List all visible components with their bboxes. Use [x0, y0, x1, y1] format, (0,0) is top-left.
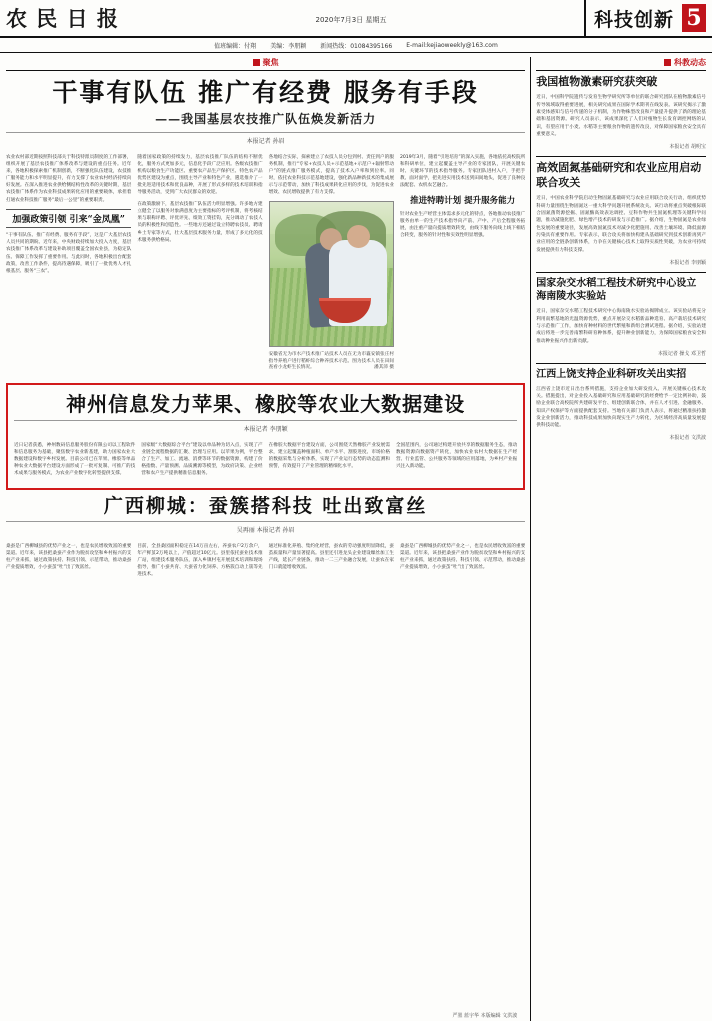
paragraph: 针对农业生产经营主体需求多元化的特点，各地推动农技推广服务由单一的生产技术指导向产前、产中、产后全程服务拓展，由注重产量向提质增效转变，由线下服务向线上线下相结合转变，服务的针对性和实效性明显增强。 — [399, 211, 526, 238]
divider-rule — [536, 363, 706, 364]
divider-rule — [536, 156, 706, 157]
paragraph: 在橡胶大数据平台建设方面，公司围绕天然橡胶产业发展需求，建立起覆盖种植面积、单产水平、割胶进度、市场价格的数据采集与分析体系，实现了产业运行态势的动态监测和预警，有效提升了产业管理的精细化水平。 — [268, 442, 390, 469]
paragraph: “干事有队伍、推广有经费、服务有手段”，这是广大基层农技人员共同的期盼。近年来，中央财政持续加大投入力度，基层农技推广体系改革与建设补助项目覆盖全国农业县，为稳定队伍、保障工作发挥了重要作用。与此同时，各地积极出台配套政策，改善工作条件，提高待遇保障，吸引了一批优秀人才扎根基层、服务“三农”。 — [6, 233, 132, 274]
paragraph: 2019年3月，随着“引进培育”的深入实施，各地依托高校院所和科研单位，建立起覆盖主导产业的专家团队，开展关键农时、关键环节的技术指导服务。专家团队进村入户，手把手教、面对面学，把先进实用技术送到田间地头，促进了良种良法配套、农机农艺融合。 — [399, 154, 526, 189]
lead-photo — [269, 201, 394, 347]
vertical-divider — [530, 57, 531, 1021]
masthead — [0, 0, 712, 38]
square-marker-icon — [253, 59, 260, 66]
right-article-headline: 江西上饶支持企业科研攻关出实招 — [536, 368, 687, 380]
right-article-byline: 本报记者 胡明宝 — [669, 144, 706, 151]
photo-credit: 潘其沛 摄 — [374, 365, 394, 371]
staff-email: E-mail:kejiaoweekly@163.com — [406, 41, 498, 49]
staff-hotline: 新闻热线：01084395166 — [320, 42, 393, 50]
paragraph: 在政策激励下，基层农技推广队伍活力明显增强。许多地方建立健全了以服务对象满意度为主要指标的考评机制，将考核结果与职称评聘、评优评先、绩效工资挂钩，充分调动了农技人员的积极性和创造性。一些地方还通过设立特聘农技员、聘请乡土专家等方式，壮大基层技术服务力量，形成了多元化的技术服务供给格局。 — [137, 202, 263, 243]
divider-rule — [536, 70, 706, 71]
focus-section-tag — [6, 57, 525, 68]
sci-edu-tag-label: 科教动态 — [674, 58, 706, 67]
staff-designer: 美编：李朋颖 — [270, 42, 307, 50]
right-column — [536, 57, 706, 1021]
page-footer-credits: 严墨 蓝宇华 本版编辑 文洪波 — [452, 1013, 518, 1019]
paragraph: 通过标准化养殖、集约化经营，蚕农的劳动强度明显降低，蚕茧质量和产量显著提高。县里还引进龙头企业建设缫丝加工生产线，延长产业链条，推动一二三产业融合发展，让蚕农在家门口就能增收致富。 — [268, 544, 394, 571]
divider-rule — [536, 272, 706, 273]
boxed-article-byline: 本报记者 李朋颖 — [243, 425, 288, 433]
right-article-byline: 本报记者 李朋颖 — [669, 259, 706, 266]
paragraph: 国家级“大数据综合平台”建设以单品种为切入点，实现了产业链全流程数据的汇聚、治理与应用。以苹果为例，平台整合了生产、加工、流通、消费等环节的数据资源，构建了价格指数、产量预测、品质溯源等模型，为政府决策、企业经营和农户生产提供精准信息服务。 — [141, 442, 263, 476]
boxed-article-headline: 神州信息发力苹果、橡胶等农业大数据建设 — [66, 391, 466, 416]
divider-thin — [6, 132, 525, 133]
sub-section-title-2: 推进特聘计划 提升服务能力 — [410, 195, 516, 206]
lead-byline: 本报记者 孙眉 — [246, 138, 285, 146]
left-column — [6, 57, 525, 1021]
divider-thin — [14, 420, 517, 421]
lead-headline: 干事有队伍 推广有经费 服务有手段 — [52, 78, 479, 107]
lead-col-3 — [269, 149, 394, 377]
lead-col-1 — [6, 149, 131, 377]
bottom-article-headline: 广西柳城：蚕簇搭科技 吐出致富丝 — [103, 494, 428, 517]
paper-logo: 农 民 日 报 — [6, 6, 119, 31]
photo-caption — [269, 352, 394, 373]
paragraph: 桑蚕是广西柳城县的优势产业之一，也是农民增收致富的重要渠道。近年来，该县把桑蚕产业作为脱贫攻坚和乡村振兴的支柱产业来抓，通过政策扶持、科技引领、示范带动，推动桑蚕产业提质增效，小小蚕茧“吐”出了致富丝。 — [6, 544, 132, 571]
right-article-byline: 本报记者 文洪波 — [669, 435, 706, 442]
bottom-article-byline: 吴再丽 本报记者 孙眉 — [236, 527, 295, 535]
lead-subheadline: ——我国基层农技推广队伍焕发新活力 — [155, 112, 377, 127]
right-article-2 — [536, 161, 706, 266]
boxed-col-2 — [141, 437, 262, 482]
right-article-headline: 高效固氮基础研究和农业应用启动联合攻关 — [536, 161, 702, 189]
section-header — [584, 0, 712, 36]
bottom-article-columns — [6, 538, 525, 583]
right-article-headline: 我国植物激素研究获突破 — [536, 75, 658, 88]
photo-caption-text: 安徽省无为市水产技术推广站技术人员在无为市襄安镇张庄村指导养殖户进行稻虾综合种养技术示范。图为技术人员在田间查看小龙虾生长情况。 — [268, 351, 394, 371]
boxed-article — [6, 383, 525, 490]
boxed-col-4 — [396, 437, 517, 482]
paragraph: 近日，国家杂交水稻工程技术研究中心海南陵水实验站揭牌成立。该实验站将充分利用南繁基地的光温资源优势，重点开展杂交水稻新品种选育、高产栽培技术研究与示范推广工作，加快育种材料的世代繁殖和新组合测试进程。据介绍，实验站建成后将进一步完善南繁科研育种体系，提升种业创新能力，为保障国家粮食安全和推动种业振兴作出新贡献。 — [536, 309, 706, 344]
right-article-4 — [536, 368, 706, 442]
paragraph: 近日记者获悉，神州数码信息服务股份有限公司以工程软件和信息服务为基础，聚焦数字农业新基建，助力国家农业大数据建设和数字乡村发展。目前公司已在苹果、橡胶等单品种农业大数据平台建设方面形成了一批可复制、可推广的技术成果与服务模式，为农业产业数字化转型提供支撑。 — [14, 442, 136, 476]
divider-thin — [6, 521, 525, 522]
section-title: 科技创新 — [593, 8, 674, 31]
page-body — [0, 53, 712, 1021]
bottom-article — [6, 495, 525, 583]
bottom-col-4 — [400, 538, 525, 583]
right-article-headline: 国家杂交水稻工程技术研究中心设立海南陵水实验站 — [536, 277, 697, 303]
page-number: 5 — [682, 4, 706, 32]
paragraph: 全国范围内，公司通过构建开放共享的数据服务生态，推动数据资源向数据资产转化，加快农业农村大数据在生产经营、行业监管、公共服务等领域的应用落地，为乡村产业振兴注入新动能。 — [395, 442, 518, 469]
sci-edu-section-tag — [536, 57, 706, 68]
paragraph: 近日，中国农业科学院启动生物固氮基础研究与农业应用联合攻关行动，组织优势科研力量围绕生物固氮这一重大科学问题开展系统攻关。该行动将重点突破根际联合固氮菌资源挖掘、固氮酶高效表达调控、豆科作物共生固氮机理等关键科学问题，推动减施化肥、绿色增产技术的研发与示范推广。据介绍，生物固氮是农业绿色发展的重要途径，发展高效固氮技术对减少化肥施用、改善土壤环境、降低面源污染具有重要作用。专家表示，联合攻关将加快构建从基础研究到技术创新再到产业应用的全链条创新体系，力争在关键核心技术上取得实质性突破，为农业可持续发展提供有力科技支撑。 — [536, 196, 706, 253]
paragraph: 江西省上饶市近日出台系列措施，支持企业加大研发投入、开展关键核心技术攻关。措施提出，对企业投入基础研究和应用基础研究的经费给予一定比例补助，鼓励企业联合高校院所共建研发平台、组建创新联合体，并在人才引进、金融服务、知识产权保护等方面提供配套支持。当地有关部门负责人表示，将通过精准扶持激发企业创新活力，推动科技成果加快向现实生产力转化，为区域经济高质量发展提供科技动能。 — [536, 386, 706, 429]
paragraph: 农业农村部近期按照科技部关于科技特派员制度的工作部署，组织开展了基层农技推广体系改革与建设的重点任务。近年来，各地积极探索推广机制创新，不断强化队伍建设，农技推广服务能力和水平明显提升，有力支撑了农业农村经济持续向好发展。在深入推进农业供给侧结构性改革的关键时期，基层农技推广体系作为农业科技成果转化应用的重要载体，承担着打通农业科技推广服务“最后一公里”的重要职责。 — [6, 154, 132, 203]
paragraph: 桑蚕是广西柳城县的优势产业之一，也是农民增收致富的重要渠道。近年来，该县把桑蚕产业作为脱贫攻坚和乡村振兴的支柱产业来抓，通过政策扶持、科技引领、示范带动，推动桑蚕产业提质增效，小小蚕茧“吐”出了致富丝。 — [399, 544, 526, 571]
right-article-3 — [536, 277, 706, 357]
right-article-1 — [536, 75, 706, 150]
staff-editor: 值班编辑：付翔 — [214, 42, 257, 50]
right-article-byline: 本报记者 操戈 邓卫哲 — [657, 350, 706, 357]
boxed-col-1 — [14, 437, 135, 482]
staff-line — [0, 38, 712, 53]
lead-body-columns — [6, 149, 525, 377]
sub-section-title-1: 加强政策引领 引来“金凤凰” — [6, 209, 131, 228]
issue-date: 2020年7月3日 星期五 — [315, 16, 387, 24]
bottom-col-2 — [137, 538, 262, 583]
square-marker-icon — [664, 59, 671, 66]
paragraph: 各地结合实际，探索建立了农技人员分包到村、责任到户的服务机制，推行“专家+农技人员+示范基地+示范户+辐射带动户”的链式推广服务模式，提高了技术入户率和到位率。同时，依托农业科技示范基地建设，强化新品种新技术的集成展示与示范带动，加快了科技成果转化应用的步伐，为促进农业增效、农民增收提供了有力支撑。 — [268, 154, 394, 196]
bottom-col-3 — [269, 538, 394, 583]
paragraph: 随着国家政策的持续发力，基层农技推广队伍的结构不断优化，服务方式更加多元，信息化手段广泛应用。各级农技推广机构以粮食生产功能区、重要农产品生产保护区、特色农产品优势区建设为重点，围绕主导产业和特色产业，遴选推介了一批先进适用技术和优良品种，开展了形式多样的技术培训和指导服务活动，受到广大农民群众的欢迎。 — [137, 154, 263, 196]
lead-col-4 — [400, 149, 525, 377]
paragraph: 近日，中国科学院遗传与发育生物学研究所等单位的联合研究团队在植物激素信号传导领域取得重要进展，相关研究成果在国际学术期刊在线发表。该研究揭示了激素受体感知与信号传递的分子机制，为作物株型改良和产量提升提供了新的理论基础和基因资源。研究人员表示，该成果深化了人们对植物生长发育调控网络的认识，有望应用于小麦、水稻等主要粮食作物的遗传改良，对保障国家粮食安全具有重要意义。 — [536, 95, 706, 138]
lead-col-2 — [137, 149, 262, 377]
boxed-col-3 — [269, 437, 390, 482]
paragraph: 目前，全县桑园面积稳定在14万亩左右，养蚕农户2万余户，年产鲜茧2万吨以上，产值超过10亿元。县里依托蚕业技术推广站，组建技术服务队伍，深入乡镇村屯开展技术培训和现场指导，推广小蚕共育、大蚕省力化饲养、方格簇自动上簇等先进技术。 — [137, 544, 263, 578]
divider-rule — [6, 70, 525, 71]
focus-tag-label: 聚焦 — [262, 58, 279, 67]
boxed-article-columns — [14, 437, 517, 482]
bottom-col-1 — [6, 538, 131, 583]
